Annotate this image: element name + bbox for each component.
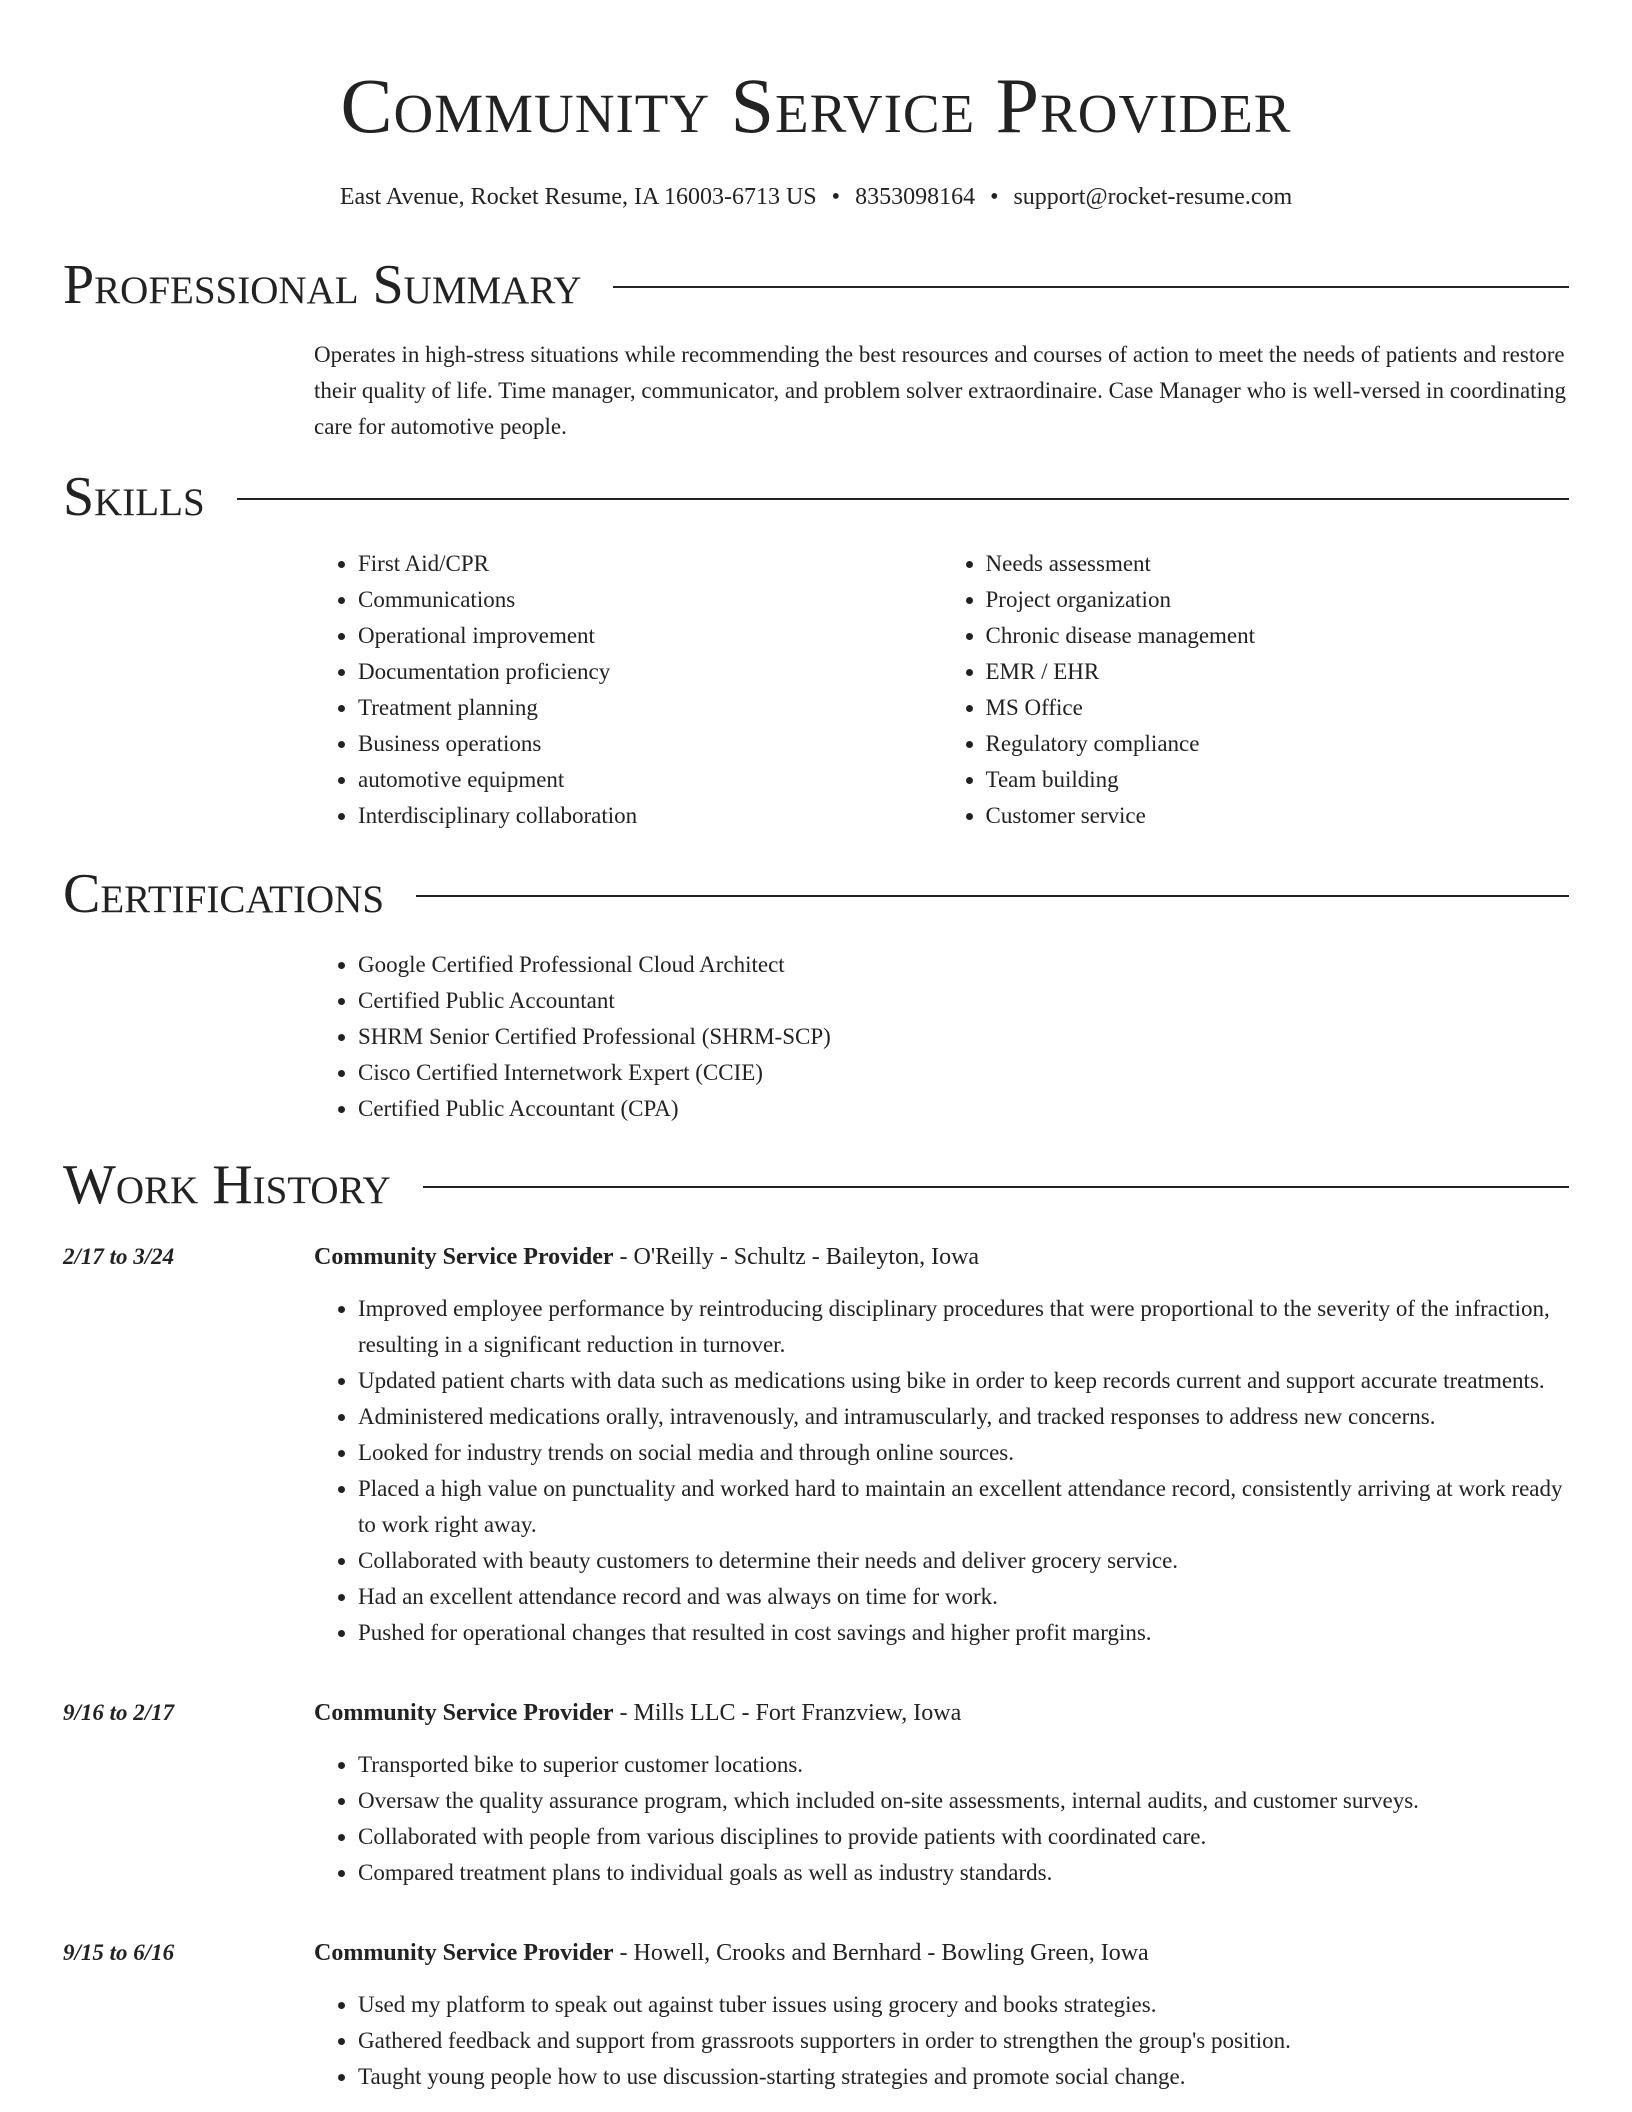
skill-item: • EMR / EHR	[986, 654, 1570, 690]
skill-item: • Business operations	[358, 726, 942, 762]
job-bullet: • Transported bike to superior customer locations.	[358, 1747, 1569, 1783]
section-title-summary: Professional Summary	[63, 254, 582, 316]
job-entry	[63, 1695, 1569, 1891]
skill-item: • Operational improvement	[358, 618, 942, 654]
job-bullet: • Used my platform to speak out against tuber issues using grocery and books strategies.	[358, 1987, 1569, 2023]
job-bullet: • Placed a high value on punctuality and worked hard to maintain an excellent attendance record, consistently arriving at work ready to work right away.	[358, 1471, 1569, 1543]
job-title: Community Service Provider	[314, 1940, 614, 1966]
contact-email[interactable]: support@rocket-resume.com	[1013, 184, 1293, 210]
certification-item: • Cisco Certified Internetwork Expert (CCIE)	[358, 1055, 1569, 1091]
resume-name: Community Service Provider	[340, 62, 1292, 149]
section-title-certifications: Certifications	[63, 863, 385, 925]
skill-item: • MS Office	[986, 690, 1570, 726]
job-bullet: • Gathered feedback and support from grassroots supporters in order to strengthen the group's position.	[358, 2023, 1569, 2059]
job-bullet: • Improved employee performance by reintroducing disciplinary procedures that were proportional to the severity of the infraction, resulting in a significant reduction in turnover.	[358, 1291, 1569, 1363]
certifications-section-header	[63, 864, 1569, 924]
job-employer-location: - O'Reilly - Schultz - Baileyton, Iowa	[613, 1244, 980, 1270]
certification-item: • Google Certified Professional Cloud Architect	[358, 947, 1569, 983]
job-content	[314, 1935, 1569, 2095]
job-entry	[63, 1239, 1569, 1651]
contact-line	[63, 181, 1569, 213]
job-bullet: • Compared treatment plans to individual goals as well as industry standards.	[358, 1855, 1569, 1891]
skill-item: • Communications	[358, 582, 942, 618]
job-employer-location: - Howell, Crooks and Bernhard - Bowling Green, Iowa	[613, 1940, 1149, 1966]
skills-column-right	[942, 546, 1570, 834]
separator-dot: •	[831, 184, 841, 210]
skill-item: • Documentation proficiency	[358, 654, 942, 690]
certification-item: • Certified Public Accountant	[358, 983, 1569, 1019]
job-bullet: • Administered medications orally, intravenously, and intramuscularly, and tracked responses to address new concerns.	[358, 1399, 1569, 1435]
section-divider	[613, 286, 1569, 288]
skill-item: • Customer service	[986, 798, 1570, 834]
job-title-line	[314, 1935, 1569, 1971]
job-bullet: • Taught young people how to use discussion-starting strategies and promote social change.	[358, 2059, 1569, 2095]
section-divider	[237, 498, 1569, 500]
summary-section-header	[63, 255, 1569, 315]
job-content	[314, 1695, 1569, 1891]
skills-list	[314, 546, 1569, 834]
section-divider	[423, 1186, 1569, 1188]
job-bullet: • Oversaw the quality assurance program, which included on-site assessments, internal audits, and customer surveys.	[358, 1783, 1569, 1819]
job-title-line	[314, 1695, 1569, 1731]
job-title: Community Service Provider	[314, 1244, 614, 1270]
certifications-list	[314, 947, 1569, 1127]
job-bullets	[314, 1987, 1569, 2095]
skill-item: • Treatment planning	[358, 690, 942, 726]
skill-item: • Project organization	[986, 582, 1570, 618]
job-bullet: • Looked for industry trends on social media and through online sources.	[358, 1435, 1569, 1471]
section-divider	[416, 895, 1569, 897]
certification-item: • SHRM Senior Certified Professional (SHRM-SCP)	[358, 1019, 1569, 1055]
skills-section-header	[63, 467, 1569, 527]
skill-item: • Interdisciplinary collaboration	[358, 798, 942, 834]
work-history-section-header	[63, 1155, 1569, 1215]
job-bullet: • Collaborated with people from various disciplines to provide patients with coordinated care.	[358, 1819, 1569, 1855]
skill-item: • Chronic disease management	[986, 618, 1570, 654]
job-employer-location: - Mills LLC - Fort Franzview, Iowa	[613, 1700, 962, 1726]
job-content	[314, 1239, 1569, 1651]
job-dates: 9/15 to 6/16	[63, 1940, 175, 1965]
summary-text: Operates in high-stress situations while recommending the best resources and courses of action to meet the needs of patients and restore their quality of life. Time manager, communicator, and problem solver extraordinaire. Case Manager who is well-versed in coordinating care for automotive people.	[314, 342, 1566, 439]
skill-item: • automotive equipment	[358, 762, 942, 798]
job-bullet: • Pushed for operational changes that resulted in cost savings and higher profit margins.	[358, 1615, 1569, 1651]
contact-address: East Avenue, Rocket Resume, IA 16003-6713 US	[339, 184, 817, 210]
job-bullets	[314, 1291, 1569, 1651]
job-dates: 9/16 to 2/17	[63, 1700, 175, 1725]
contact-phone: 8353098164	[855, 184, 976, 210]
skill-item: • Needs assessment	[986, 546, 1570, 582]
certifications-items	[314, 947, 1569, 1127]
section-title-skills: Skills	[63, 466, 205, 528]
skill-item: • Regulatory compliance	[986, 726, 1570, 762]
job-dates: 2/17 to 3/24	[63, 1244, 175, 1269]
skill-item: • First Aid/CPR	[358, 546, 942, 582]
skill-item: • Team building	[986, 762, 1570, 798]
job-bullets	[314, 1747, 1569, 1891]
certification-item: • Certified Public Accountant (CPA)	[358, 1091, 1569, 1127]
job-entry	[63, 1935, 1569, 2095]
job-title-line	[314, 1239, 1569, 1275]
skills-column-left	[314, 546, 942, 834]
separator-dot: •	[990, 184, 999, 210]
section-title-work-history: Work History	[63, 1154, 391, 1216]
job-bullet: • Collaborated with beauty customers to determine their needs and deliver grocery service.	[358, 1543, 1569, 1579]
job-bullet: • Updated patient charts with data such as medications using bike in order to keep records current and support accurate treatments.	[358, 1363, 1569, 1399]
job-bullet: • Had an excellent attendance record and was always on time for work.	[358, 1579, 1569, 1615]
job-title: Community Service Provider	[314, 1700, 614, 1726]
